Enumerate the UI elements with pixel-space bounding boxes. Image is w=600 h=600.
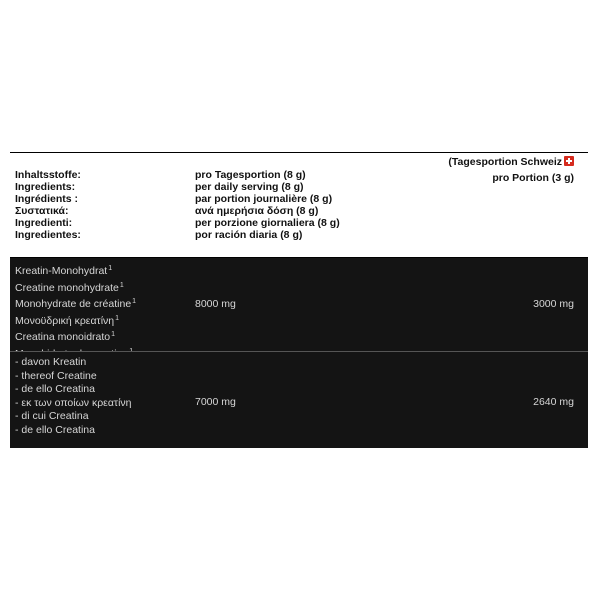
swiss-portion-label: pro Portion (3 g) (492, 172, 574, 184)
swiss-serving-label: (Tagesportion Schweiz (448, 156, 562, 168)
ingredient-name: - davon Kreatin (15, 356, 87, 368)
serving-label-es: por ración diaria (8 g) (195, 229, 303, 241)
ingredient-name: - de ello Creatina (15, 423, 95, 436)
serving-label-el: ανά ημερήσια δόση (8 g) (195, 205, 319, 217)
value-swiss: 3000 mg (533, 298, 574, 310)
swiss-serving-header (448, 154, 574, 186)
footnote-marker: 1 (115, 314, 120, 322)
swiss-flag-icon (564, 156, 574, 166)
daily-serving-header (195, 169, 340, 241)
ingredients-label-fr: Ingrédients : (15, 193, 79, 205)
swiss-serving-title (448, 154, 574, 170)
ingredient-name: Kreatin-Monohydrat$^1$ (15, 265, 113, 277)
nutrition-table (10, 152, 588, 448)
serving-label-fr: par portion journalière (8 g) (195, 193, 333, 205)
value-daily: 7000 mg (195, 396, 236, 408)
footnote-marker: 1 (111, 331, 116, 338)
ingredient-name: Creatine monohydrate$^1$ (15, 281, 124, 294)
table-header (10, 153, 588, 257)
value-daily: 8000 mg (195, 298, 236, 310)
ingredient-name: Creatina monoidrato$^1$ (15, 331, 116, 343)
ingredients-label-en: Ingredients: (15, 181, 76, 193)
ingredient-names (15, 262, 136, 361)
table-row-creatine-monohydrate (10, 257, 588, 351)
table-row-thereof-creatine (10, 351, 588, 448)
ingredients-label-de: Inhaltsstoffe: (15, 169, 81, 181)
ingredient-name: - εκ των οποίων κρεατίνη (15, 396, 132, 409)
serving-label-en: per daily serving (8 g) (195, 181, 304, 193)
ingredients-label-es: Ingredientes: (15, 229, 81, 241)
ingredient-name: Μονοϋδρική κρεατίνη$^1$ (15, 314, 120, 327)
serving-label-de: pro Tagesportion (8 g) (195, 169, 306, 181)
ingredients-header (15, 169, 81, 241)
ingredients-label-it: Ingredienti: (15, 217, 73, 229)
ingredient-names (15, 356, 132, 437)
ingredient-name: - thereof Creatine (15, 369, 97, 382)
footnote-marker: 1 (132, 298, 137, 305)
value-swiss: 2640 mg (533, 396, 574, 408)
footnote-marker: 1 (119, 281, 124, 289)
ingredient-name: - di cui Creatina (15, 410, 89, 422)
serving-label-it: per porzione giornaliera (8 g) (195, 217, 340, 229)
ingredients-label-el: Συστατικά: (15, 205, 69, 217)
ingredient-name: - de ello Creatina (15, 383, 95, 395)
ingredient-name: Monohydrate de créatine$^1$ (15, 298, 137, 310)
footnote-marker: 1 (108, 265, 113, 272)
